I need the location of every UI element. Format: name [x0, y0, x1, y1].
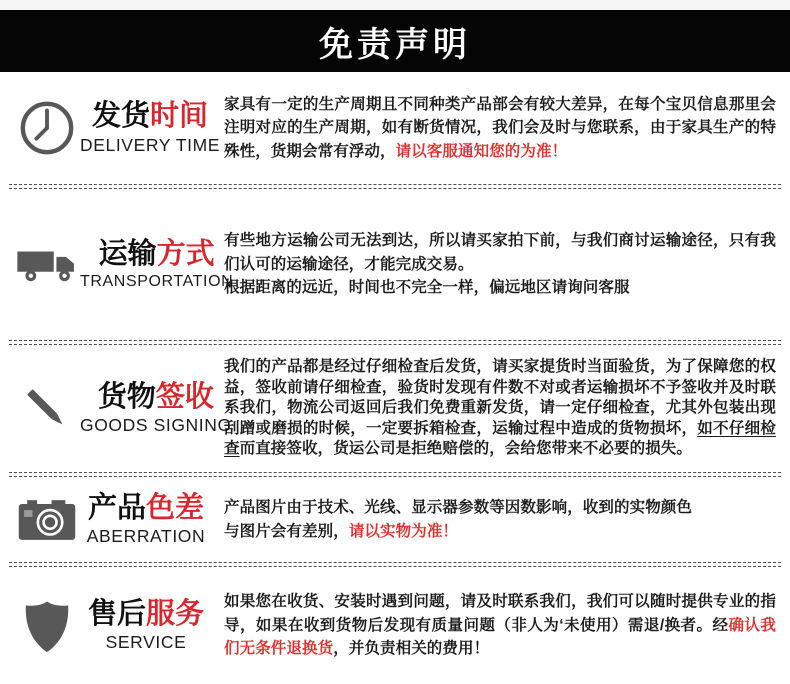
- section-title-en: GOODS SIGNING: [80, 415, 232, 436]
- section-title-cn: 发货时间: [92, 100, 209, 133]
- section-body-service: 如果您在收货、安装时遇到问题，请及时联系我们，我们可以随时提供专业的指导，如果在收到货物后发现有质量问题（非人为‘未使用）需退/换者。经确认我们无条件退换货，并负责相关的费用！: [224, 593, 776, 658]
- section-title-en: ABERRATION: [86, 526, 206, 547]
- section-body-aberration: 产品图片由于技术、光线、显示器参数等因数影响，收到的实物颜色 与图片会有差别，请以实物为准！: [224, 499, 693, 540]
- pen-icon: [14, 383, 80, 435]
- shield-icon: [14, 597, 80, 655]
- section-title-transportation: [80, 238, 233, 291]
- top-strip: [0, 0, 790, 10]
- section-title-en: DELIVERY TIME: [80, 134, 221, 155]
- section-title-cn: 产品色差: [87, 491, 205, 524]
- section-title-signing: [80, 381, 232, 436]
- section-title-cn: 售后服务: [87, 597, 205, 630]
- section-title-en: TRANSPORTATION: [80, 273, 234, 291]
- section-aberration: [0, 477, 790, 562]
- section-body-signing: 我们的产品都是经过仔细检查后发货，请买家提货时当面验货，为了保障您的权益，签收前请仔细检查，验货时发现有件数不对或者运输损坏不予签收并及时联系我们，物流公司返回后我们免费重新发货，请一定仔细检查，尤其外包装出现刮蹭或磨损的时候，一定要拆箱检查，运输过程中造成的货物损坏，如不仔细检查而直接签收，货运公司是拒绝赔偿的，会给您带来不必要的损失。: [224, 358, 776, 458]
- section-title-cn: 货物签收: [97, 380, 214, 413]
- section-title-cn: 运输方式: [98, 237, 215, 270]
- section-title-service: [80, 598, 212, 653]
- section-header-transportation: [14, 237, 234, 291]
- page-title: 免责声明: [319, 25, 471, 64]
- header-bar: [0, 10, 790, 72]
- section-service: [0, 567, 790, 684]
- section-goods-signing: [0, 345, 790, 472]
- clock-icon: [14, 99, 80, 157]
- section-header-delivery: [14, 99, 221, 157]
- section-title-aberration: [80, 492, 212, 547]
- section-delivery-time: [0, 72, 790, 184]
- section-transportation: [0, 189, 790, 340]
- section-body-delivery: 家具有一定的生产周期且不同种类产品部会有较大差异，在每个宝贝信息那里会注明对应的生产周期，如有断货情况，我们会及时与您联系，由于家具生产的特殊性，货期会常有浮动，请以客服通知您的为准！: [224, 95, 776, 160]
- section-header-aberration: [14, 492, 212, 547]
- section-title-delivery: [80, 100, 220, 155]
- truck-icon: [14, 245, 80, 285]
- section-header-service: [14, 597, 212, 655]
- section-title-en: SERVICE: [105, 632, 187, 653]
- section-header-signing: [14, 380, 232, 436]
- section-body-transportation: 有些地方运输公司无法到达，所以请买家拍下前，与我们商讨运输途径，只有我们认可的运输途径，才能完成交易。 根据距离的远近，时间也不完全一样，偏远地区请询问客服: [224, 232, 776, 297]
- camera-icon: [14, 499, 80, 541]
